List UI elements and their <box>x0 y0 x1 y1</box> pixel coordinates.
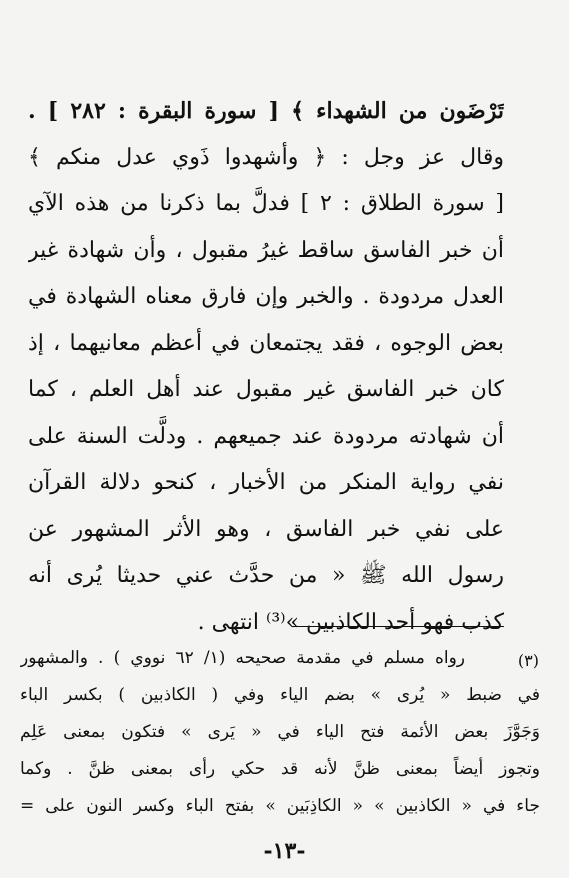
text-line-12: كذب فهو أحد الكاذبين »⁽³⁾ انتهى . <box>197 609 504 635</box>
footnote-line-4: وتجوز أيضاً بمعنى ظنَّ لأنه قد حكي رأى بمعنى ظنَّ . وكما <box>20 759 540 779</box>
text-line-9: نفي رواية المنكر من الأخبار ، كنحو دلالة القرآن <box>28 470 504 495</box>
page-number: -١٣- <box>263 838 306 864</box>
footnote <box>20 640 540 825</box>
footnote-separator <box>292 626 504 627</box>
text-line-5: العدل مردودة . والخبر وإن فارق معناه الشهادة في <box>28 284 504 309</box>
text-line-3: [ سورة الطلاق : ٢ ] فدلَّ بما ذكرنا من هذه الآي <box>28 191 504 216</box>
text-line-7: كان خبر الفاسق غير مقبول عند أهل العلم ، كما <box>28 377 504 402</box>
text-line-1: تَرْضَون من الشهداء ﴾ [ سورة البقرة : ٢٨٢ ] . <box>28 98 504 124</box>
footnote-line-2: في ضبط « يُرى » بضم الياء وفي ( الكاذبين ) بكسر الباء <box>20 685 540 705</box>
footnote-number: (٣) <box>517 651 539 670</box>
text-line-2: وقال عز وجل : ﴿ وأشهدوا ذَوي عدل منكم ﴾ <box>28 144 504 170</box>
footnote-line-5: جاء في « الكاذبين » « الكاذِبَين » بفتح الباء وكسر النون على = <box>20 796 540 816</box>
text-line-4: أن خبر الفاسق ساقط غيرُ مقبول ، وأن شهادة غير <box>28 237 504 263</box>
text-line-8: أن شهادته مردودة عند جميعهم . ودلَّت السنة على <box>28 423 504 449</box>
text-line-11: رسول الله ﷺ « من حدَّث عني حديثا يُرى أنه <box>28 563 504 588</box>
footnote-line-3: وَجَوَّزَ بعض الأئمة فتح الياء في « يَرى » فتكون بمعنى عَلِم <box>20 722 540 742</box>
text-line-6: بعض الوجوه ، فقد يجتمعان في أعظم معانيهما ، إذ <box>28 330 504 356</box>
footnote-line-1: رواه مسلم في مقدمة صحيحه (١/ ٦٢ نووي ) . والمشهور <box>20 648 465 668</box>
text-line-10: على نفي خبر الفاسق ، وهو الأثر المشهور عن <box>28 516 504 542</box>
main-text <box>28 88 504 646</box>
